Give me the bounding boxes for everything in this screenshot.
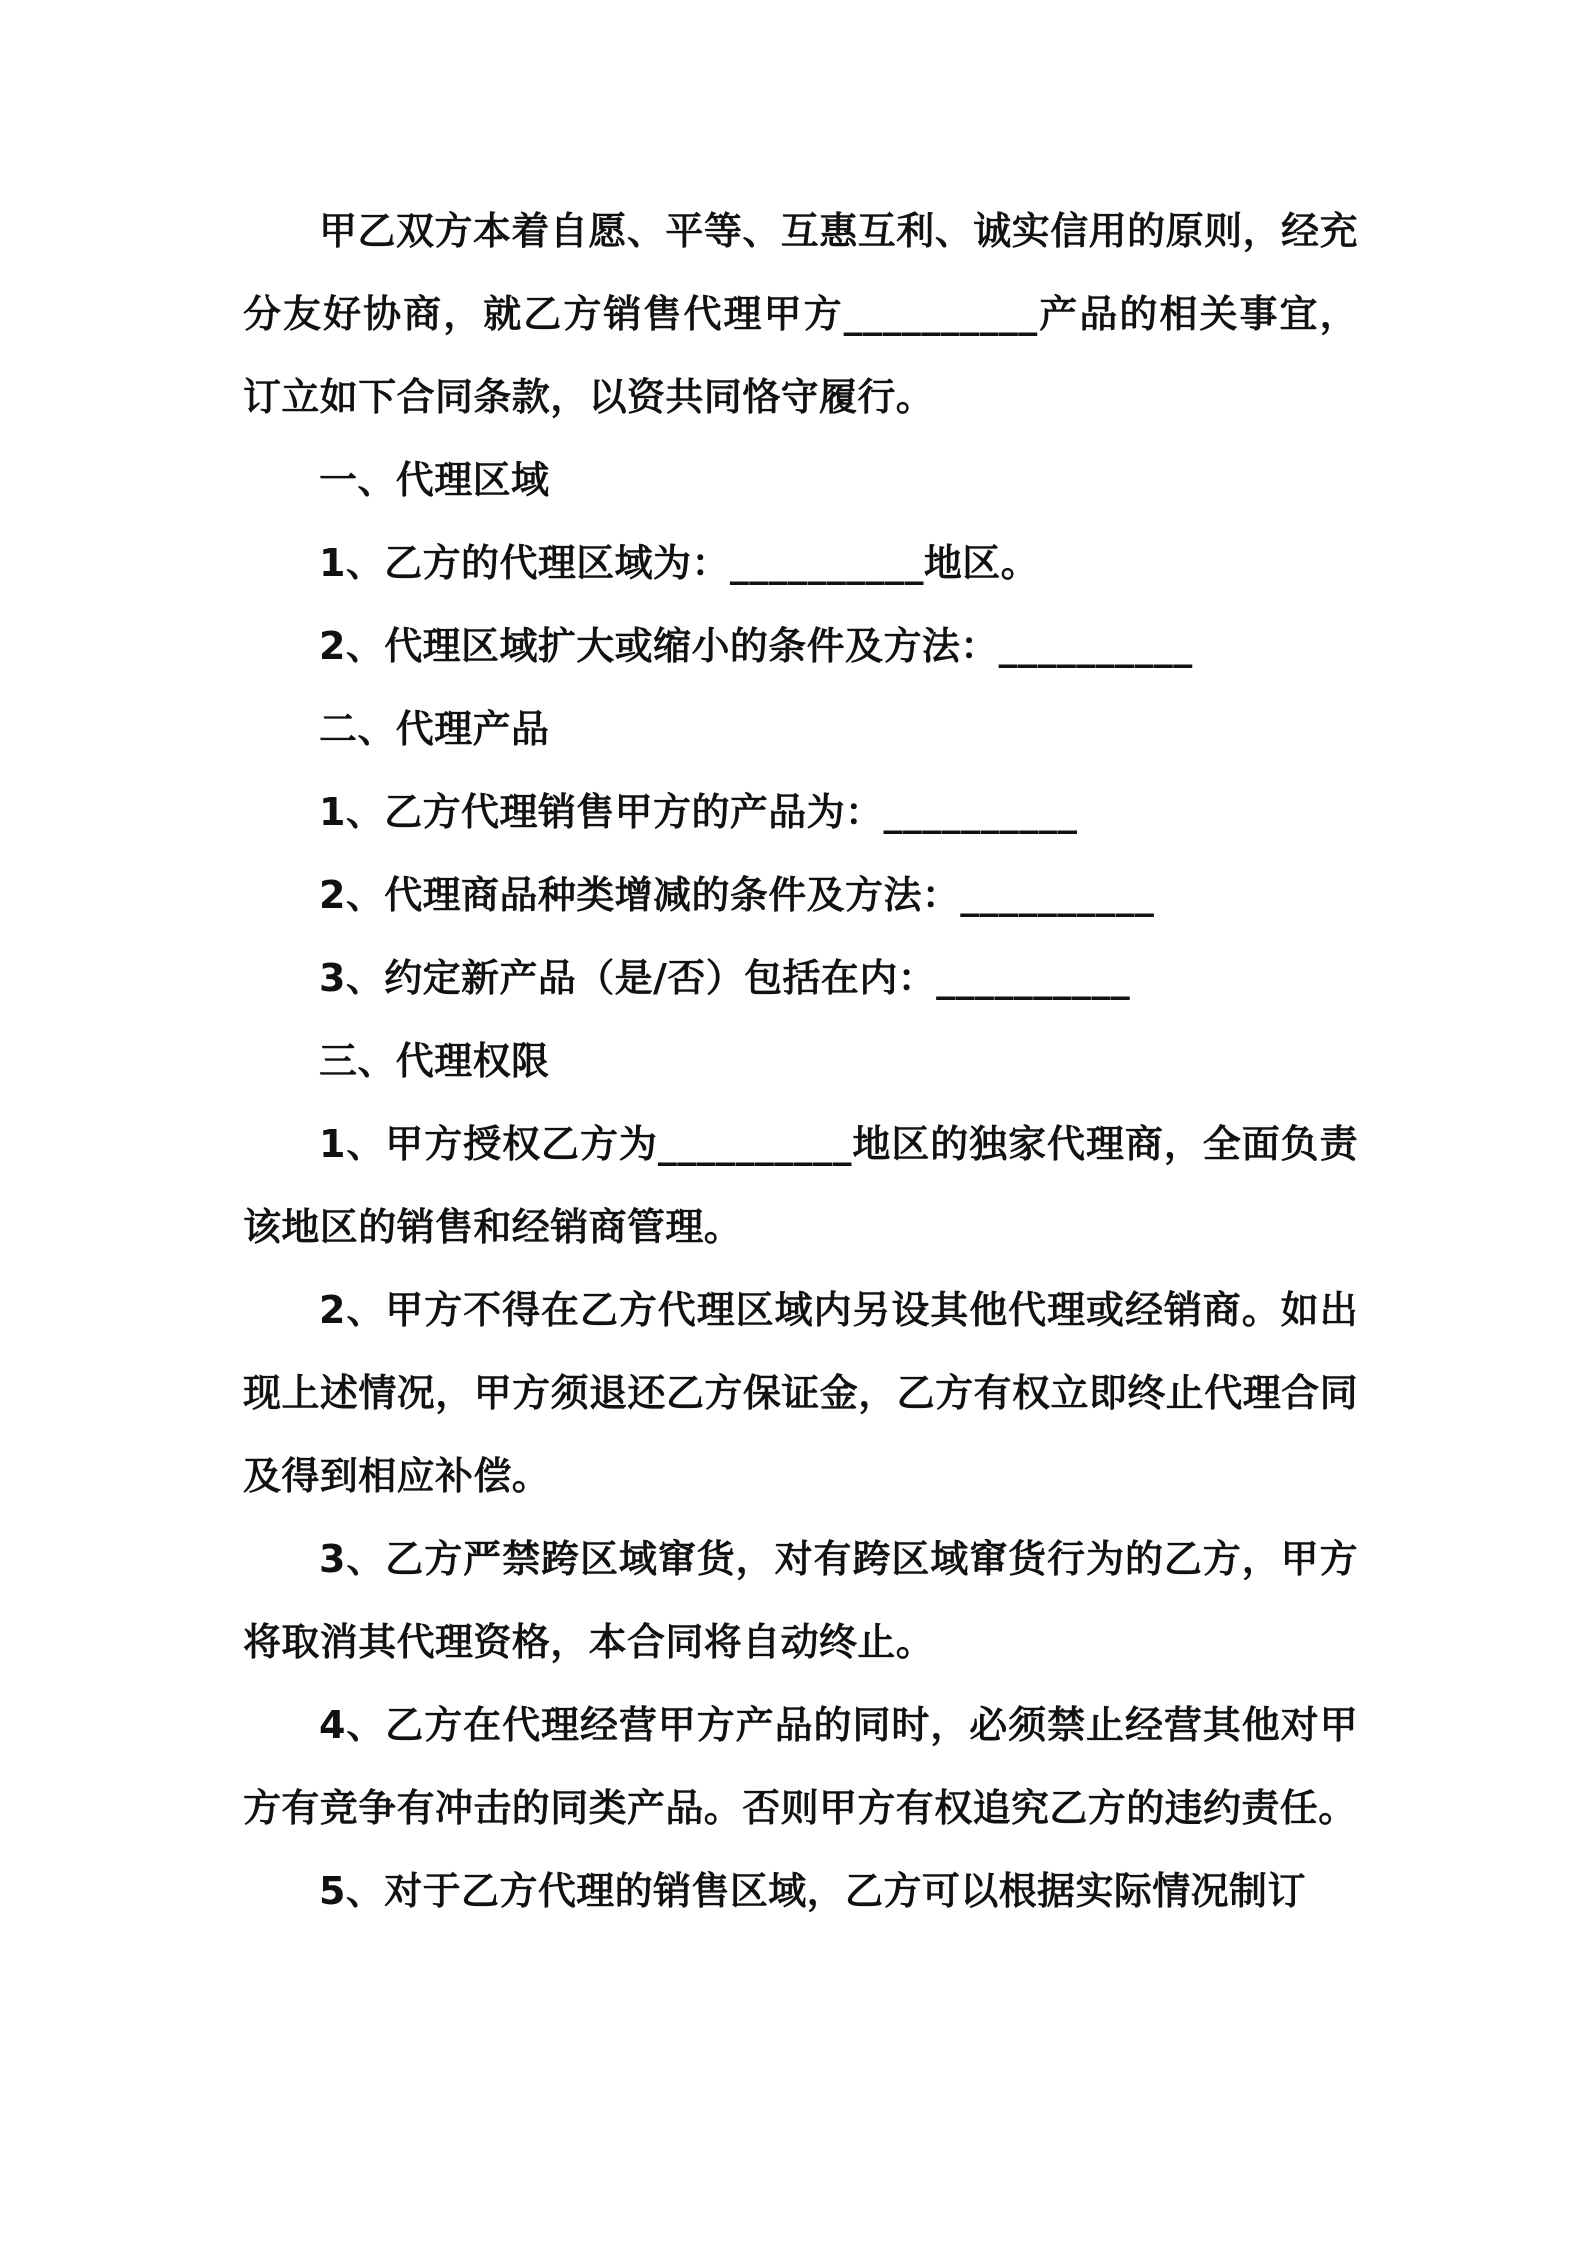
clause-1-2: 2、代理区域扩大或缩小的条件及方法：__________ [319,624,1193,668]
section-heading-agency-authority: 三、代理权限 [319,1039,550,1083]
clause-3-3: 3、乙方严禁跨区域窜货，对有跨区域窜货行为的乙方，甲方将取消其代理资格，本合同将自动终止。 [243,1537,1358,1664]
clause-2-2: 2、代理商品种类增减的条件及方法：__________ [319,873,1155,917]
clause-2-3: 3、约定新产品（是/否）包括在内：__________ [319,956,1131,1000]
clause-3-4: 4、乙方在代理经营甲方产品的同时，必须禁止经营其他对甲方有竞争有冲击的同类产品。否则甲方有权追究乙方的违约责任。 [243,1703,1358,1830]
clause-3-1: 1、甲方授权乙方为__________地区的独家代理商，全面负责该地区的销售和经销商管理。 [243,1122,1358,1249]
clause-3-5: 5、对于乙方代理的销售区域，乙方可以根据实际情况制订 [319,1869,1306,1913]
clause-1-1: 1、乙方的代理区域为：__________地区。 [319,541,1040,585]
section-heading-agency-region: 一、代理区域 [319,458,550,502]
clause-3-2: 2、甲方不得在乙方代理区域内另设其他代理或经销商。如出现上述情况，甲方须退还乙方保证金，乙方有权立即终止代理合同及得到相应补偿。 [243,1288,1358,1498]
section-heading-agency-products: 二、代理产品 [319,707,550,751]
document-page [243,190,1358,1933]
preamble-paragraph: 甲乙双方本着自愿、平等、互惠互利、诚实信用的原则，经充分友好协商，就乙方销售代理甲方__________产品的相关事宜，订立如下合同条款，以资共同恪守履行。 [243,209,1358,419]
clause-2-1: 1、乙方代理销售甲方的产品为：__________ [319,790,1078,834]
